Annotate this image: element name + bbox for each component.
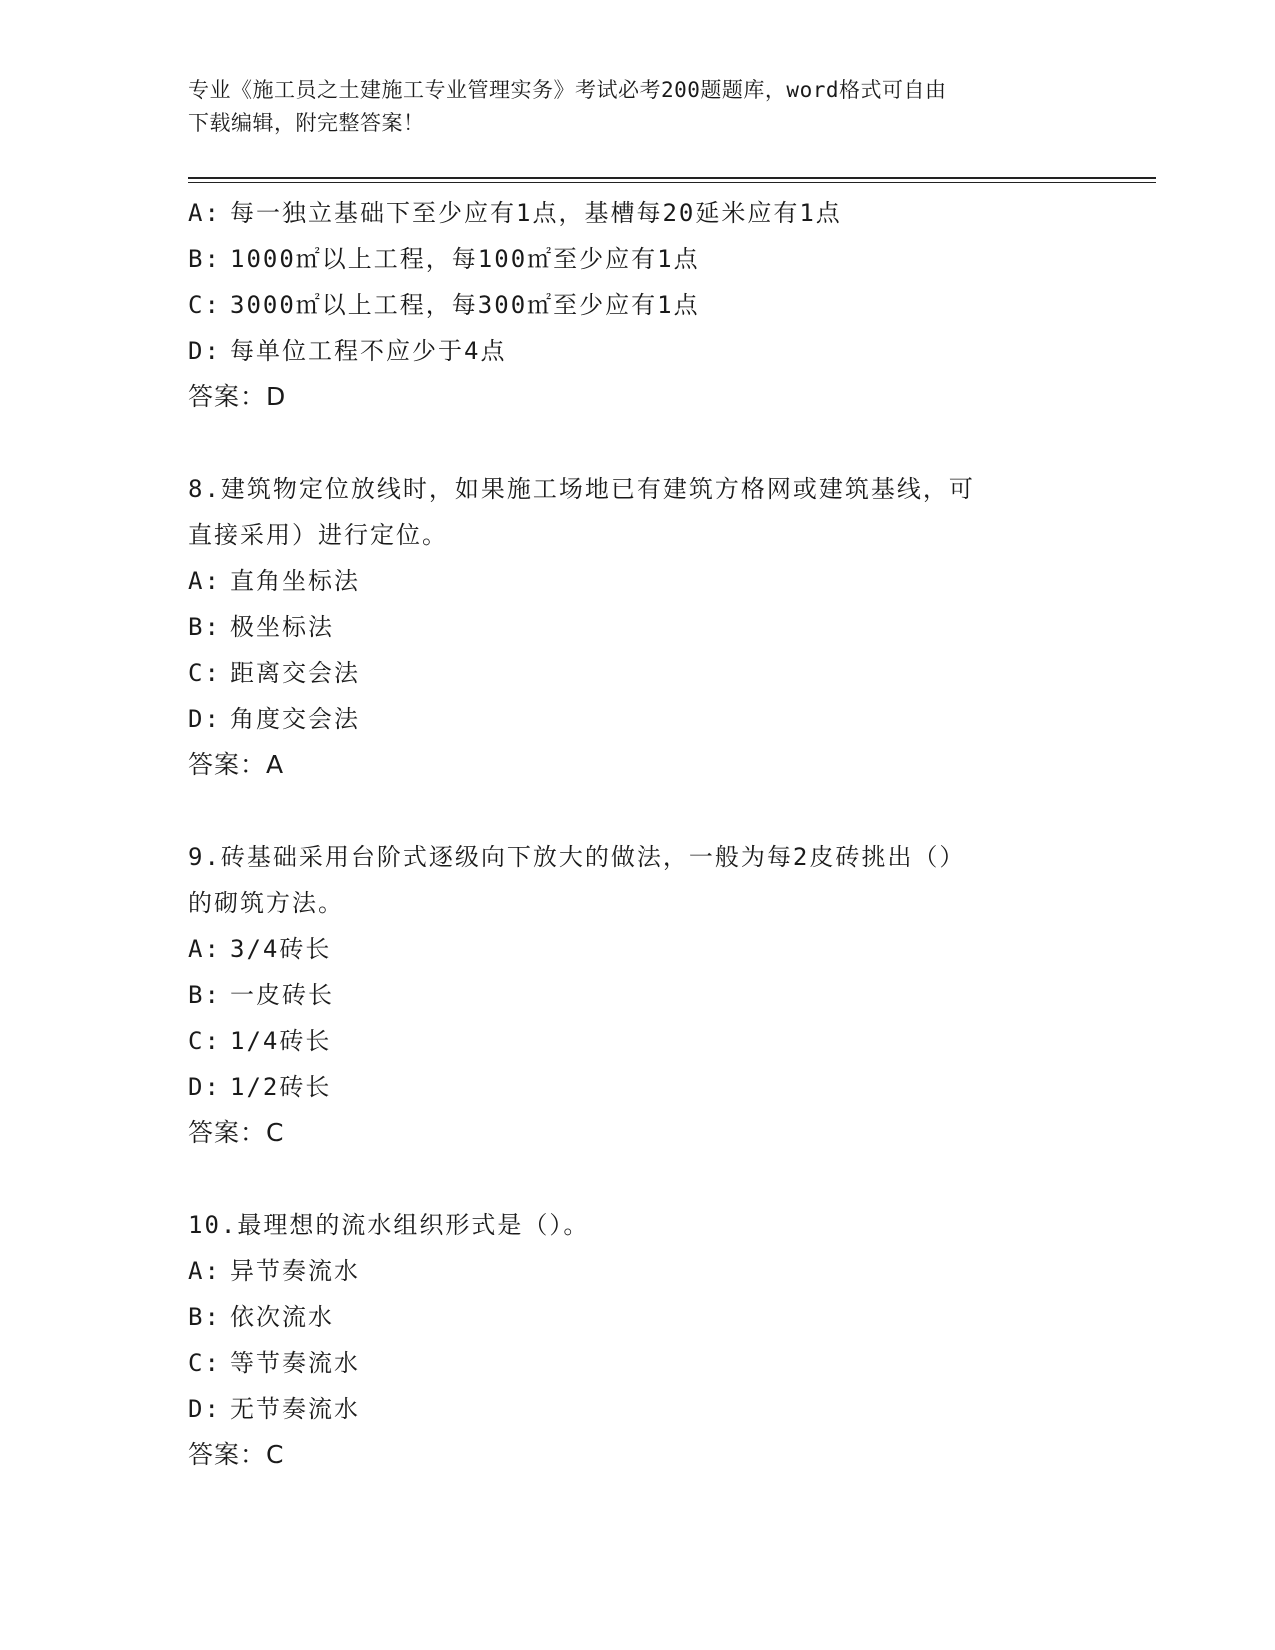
option-label: C: bbox=[188, 291, 221, 319]
option-label: D: bbox=[188, 1395, 221, 1423]
option-d bbox=[188, 328, 1128, 374]
question-text-line: 9.砖基础采用台阶式逐级向下放大的做法，一般为每2皮砖挑出（） bbox=[188, 843, 966, 871]
option-b bbox=[188, 1294, 1128, 1340]
option-c bbox=[188, 282, 1128, 328]
option-text: 距离交会法 bbox=[230, 659, 360, 687]
option-label: D: bbox=[188, 337, 221, 365]
option-label: C: bbox=[188, 1027, 221, 1055]
option-b bbox=[188, 972, 1128, 1018]
option-text: 无节奏流水 bbox=[230, 1395, 360, 1423]
spacer bbox=[188, 788, 1128, 834]
option-text: 1000㎡以上工程，每100㎡至少应有1点 bbox=[230, 245, 700, 273]
option-d bbox=[188, 1386, 1128, 1432]
question-7-continuation bbox=[188, 190, 1128, 420]
option-text: 极坐标法 bbox=[230, 613, 334, 641]
option-label: A: bbox=[188, 199, 221, 227]
option-text: 每单位工程不应少于4点 bbox=[230, 337, 507, 365]
answer-line: 答案：D bbox=[188, 382, 287, 411]
question-9 bbox=[188, 834, 1128, 1156]
option-label: D: bbox=[188, 1073, 221, 1101]
option-label: C: bbox=[188, 1349, 221, 1377]
spacer bbox=[188, 420, 1128, 466]
header-rule-thick bbox=[188, 177, 1156, 179]
spacer bbox=[188, 1156, 1128, 1202]
option-label: A: bbox=[188, 935, 221, 963]
option-text: 3/4砖长 bbox=[230, 935, 332, 963]
question-text-line: 8.建筑物定位放线时，如果施工场地已有建筑方格网或建筑基线，可 bbox=[188, 475, 975, 503]
option-c bbox=[188, 650, 1128, 696]
question-content bbox=[188, 190, 1128, 1478]
option-text: 一皮砖长 bbox=[230, 981, 334, 1009]
option-text: 1/2砖长 bbox=[230, 1073, 332, 1101]
option-a bbox=[188, 1248, 1128, 1294]
header-line-1: 专业《施工员之土建施工专业管理实务》考试必考200题题库，word格式可自由 bbox=[188, 78, 947, 102]
option-text: 每一独立基础下至少应有1点，基槽每20延米应有1点 bbox=[230, 199, 842, 227]
header-line-2: 下载编辑，附完整答案！ bbox=[188, 111, 425, 135]
option-text: 直角坐标法 bbox=[230, 567, 360, 595]
option-d bbox=[188, 1064, 1128, 1110]
option-label: B: bbox=[188, 613, 221, 641]
question-text-line: 10.最理想的流水组织形式是（）。 bbox=[188, 1211, 590, 1239]
question-text-line: 的砌筑方法。 bbox=[188, 889, 344, 917]
document-header bbox=[188, 74, 1088, 140]
option-label: C: bbox=[188, 659, 221, 687]
option-text: 异节奏流水 bbox=[230, 1257, 360, 1285]
option-text: 角度交会法 bbox=[230, 705, 360, 733]
option-c bbox=[188, 1018, 1128, 1064]
option-b bbox=[188, 236, 1128, 282]
option-label: B: bbox=[188, 245, 221, 273]
option-label: A: bbox=[188, 1257, 221, 1285]
option-label: D: bbox=[188, 705, 221, 733]
answer-line: 答案：A bbox=[188, 750, 285, 779]
answer-line: 答案：C bbox=[188, 1440, 285, 1469]
option-text: 3000㎡以上工程，每300㎡至少应有1点 bbox=[230, 291, 700, 319]
option-label: A: bbox=[188, 567, 221, 595]
question-text-line: 直接采用）进行定位。 bbox=[188, 521, 448, 549]
option-d bbox=[188, 696, 1128, 742]
option-a bbox=[188, 558, 1128, 604]
option-text: 依次流水 bbox=[230, 1303, 334, 1331]
question-8 bbox=[188, 466, 1128, 788]
option-a bbox=[188, 926, 1128, 972]
option-b bbox=[188, 604, 1128, 650]
answer-line: 答案：C bbox=[188, 1118, 285, 1147]
option-text: 等节奏流水 bbox=[230, 1349, 360, 1377]
option-label: B: bbox=[188, 1303, 221, 1331]
header-rule-thin bbox=[188, 182, 1156, 183]
option-a bbox=[188, 190, 1128, 236]
question-10 bbox=[188, 1202, 1128, 1478]
option-label: B: bbox=[188, 981, 221, 1009]
option-text: 1/4砖长 bbox=[230, 1027, 332, 1055]
option-c bbox=[188, 1340, 1128, 1386]
